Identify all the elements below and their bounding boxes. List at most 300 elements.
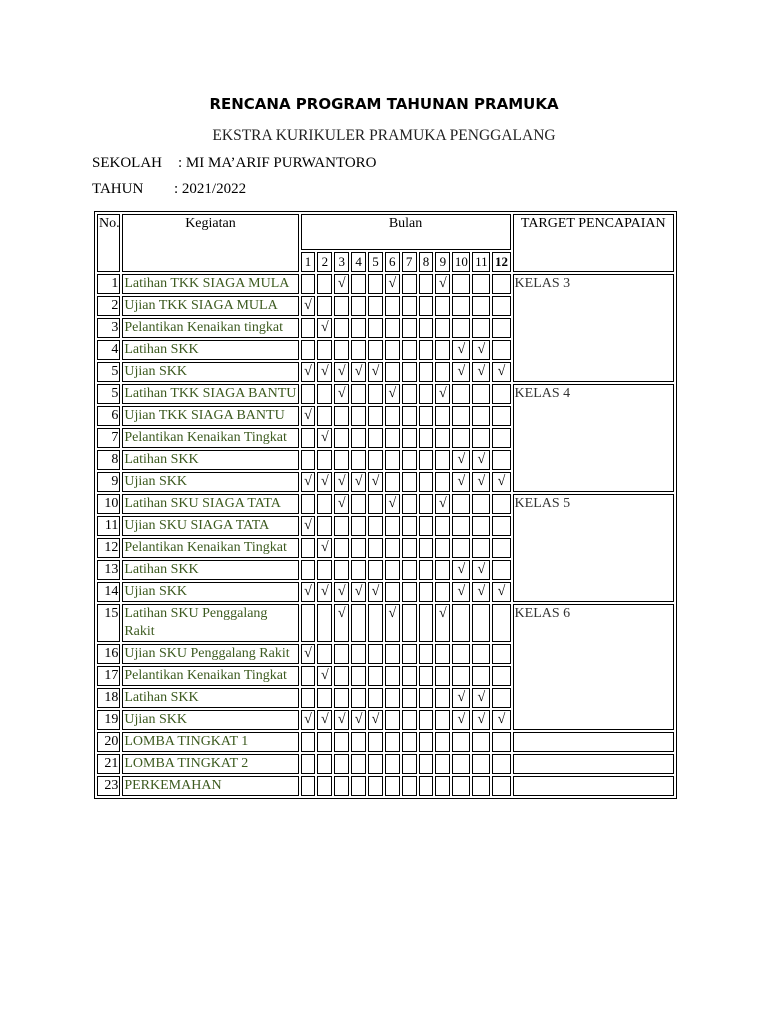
- month-cell-6: [385, 560, 400, 580]
- row-number: 15: [97, 604, 120, 642]
- month-cell-12: [492, 494, 510, 514]
- month-cell-11: [472, 666, 490, 686]
- activity-name: Ujian SKU SIAGA TATA: [122, 516, 298, 536]
- month-cell-8: [419, 666, 434, 686]
- month-cell-5: [368, 494, 383, 514]
- month-cell-8: [419, 710, 434, 730]
- month-cell-9: [435, 666, 450, 686]
- month-cell-7: [402, 688, 417, 708]
- month-cell-9: [435, 560, 450, 580]
- target-cell: KELAS 4: [513, 384, 674, 492]
- month-cell-9: [435, 754, 450, 774]
- row-number: 1: [97, 274, 120, 294]
- month-cell-6: [385, 732, 400, 752]
- month-cell-12: [492, 428, 510, 448]
- month-cell-5: √: [368, 472, 383, 492]
- month-cell-1: [301, 274, 316, 294]
- month-cell-10: √: [452, 450, 470, 470]
- row-number: 16: [97, 644, 120, 664]
- month-cell-11: √: [472, 710, 490, 730]
- month-cell-6: [385, 776, 400, 796]
- month-cell-5: [368, 666, 383, 686]
- month-header-10: 10: [452, 252, 470, 272]
- month-cell-10: [452, 538, 470, 558]
- target-cell: [513, 776, 674, 796]
- month-cell-2: [317, 560, 332, 580]
- month-cell-10: [452, 776, 470, 796]
- month-cell-8: [419, 582, 434, 602]
- month-cell-7: [402, 406, 417, 426]
- month-cell-4: [351, 318, 366, 338]
- table-row: [97, 494, 674, 514]
- month-cell-9: √: [435, 604, 450, 642]
- month-cell-9: [435, 710, 450, 730]
- month-cell-10: [452, 666, 470, 686]
- month-cell-4: √: [351, 582, 366, 602]
- month-cell-3: [334, 318, 349, 338]
- activity-name: LOMBA TINGKAT 2: [122, 754, 298, 774]
- month-cell-10: [452, 428, 470, 448]
- month-cell-11: [472, 754, 490, 774]
- month-cell-11: [472, 644, 490, 664]
- table-row: [97, 776, 674, 796]
- month-cell-4: [351, 406, 366, 426]
- month-cell-6: √: [385, 274, 400, 294]
- month-cell-2: [317, 340, 332, 360]
- month-cell-8: [419, 362, 434, 382]
- month-cell-8: [419, 450, 434, 470]
- month-cell-5: [368, 688, 383, 708]
- month-cell-5: [368, 560, 383, 580]
- month-cell-5: [368, 538, 383, 558]
- month-cell-10: [452, 296, 470, 316]
- month-cell-11: √: [472, 472, 490, 492]
- month-cell-8: [419, 318, 434, 338]
- header-no: No.: [97, 214, 120, 272]
- month-cell-8: [419, 732, 434, 752]
- month-cell-11: [472, 428, 490, 448]
- month-cell-1: [301, 688, 316, 708]
- month-cell-7: [402, 450, 417, 470]
- month-cell-2: [317, 406, 332, 426]
- month-header-5: 5: [368, 252, 383, 272]
- month-cell-7: [402, 516, 417, 536]
- activity-name: Pelantikan Kenaikan Tingkat: [122, 428, 298, 448]
- month-cell-11: √: [472, 560, 490, 580]
- month-cell-10: [452, 274, 470, 294]
- month-cell-7: [402, 560, 417, 580]
- month-cell-11: [472, 274, 490, 294]
- month-cell-8: [419, 428, 434, 448]
- activity-name: Latihan SKK: [122, 688, 298, 708]
- month-cell-9: [435, 296, 450, 316]
- activity-name: Ujian SKK: [122, 710, 298, 730]
- month-cell-7: [402, 538, 417, 558]
- month-cell-12: √: [492, 362, 510, 382]
- month-cell-7: [402, 340, 417, 360]
- month-cell-7: [402, 604, 417, 642]
- month-cell-11: [472, 604, 490, 642]
- month-cell-2: [317, 296, 332, 316]
- month-cell-7: [402, 296, 417, 316]
- month-cell-3: [334, 732, 349, 752]
- month-cell-7: [402, 274, 417, 294]
- month-cell-1: [301, 538, 316, 558]
- month-cell-6: [385, 710, 400, 730]
- header-target: TARGET PENCAPAIAN: [513, 214, 674, 272]
- school-label: SEKOLAH: [92, 155, 162, 171]
- month-cell-2: √: [317, 710, 332, 730]
- month-cell-6: [385, 406, 400, 426]
- month-cell-5: √: [368, 582, 383, 602]
- month-cell-11: [472, 384, 490, 404]
- month-cell-7: [402, 318, 417, 338]
- month-cell-8: [419, 516, 434, 536]
- activity-name: Latihan SKK: [122, 340, 298, 360]
- month-header-7: 7: [402, 252, 417, 272]
- month-cell-6: [385, 582, 400, 602]
- month-cell-10: √: [452, 560, 470, 580]
- row-number: 5: [97, 384, 120, 404]
- activity-name: Latihan SKU SIAGA TATA: [122, 494, 298, 514]
- month-cell-9: [435, 318, 450, 338]
- month-cell-12: [492, 732, 510, 752]
- month-cell-4: [351, 604, 366, 642]
- month-cell-8: [419, 560, 434, 580]
- month-cell-12: [492, 516, 510, 536]
- month-cell-2: [317, 732, 332, 752]
- row-number: 19: [97, 710, 120, 730]
- month-cell-6: [385, 516, 400, 536]
- month-cell-3: √: [334, 494, 349, 514]
- activity-name: Latihan SKU Penggalang Rakit: [122, 604, 298, 642]
- month-cell-4: [351, 560, 366, 580]
- month-cell-6: √: [385, 384, 400, 404]
- page-title: RENCANA PROGRAM TAHUNAN PRAMUKA: [209, 95, 559, 113]
- month-cell-4: [351, 450, 366, 470]
- month-header-12: 12: [492, 252, 510, 272]
- month-cell-4: [351, 384, 366, 404]
- month-cell-2: [317, 274, 332, 294]
- month-header-4: 4: [351, 252, 366, 272]
- activity-name: Ujian SKU Penggalang Rakit: [122, 644, 298, 664]
- month-cell-12: [492, 384, 510, 404]
- month-header-3: 3: [334, 252, 349, 272]
- month-cell-12: [492, 296, 510, 316]
- activity-name: Ujian TKK SIAGA BANTU: [122, 406, 298, 426]
- row-number: 10: [97, 494, 120, 514]
- month-cell-8: [419, 384, 434, 404]
- month-cell-11: [472, 776, 490, 796]
- month-cell-5: [368, 604, 383, 642]
- month-cell-1: √: [301, 472, 316, 492]
- month-cell-4: [351, 754, 366, 774]
- activity-name: Pelantikan Kenaikan Tingkat: [122, 538, 298, 558]
- activity-name: Latihan SKK: [122, 450, 298, 470]
- month-cell-5: [368, 296, 383, 316]
- row-number: 18: [97, 688, 120, 708]
- month-cell-2: √: [317, 666, 332, 686]
- month-cell-6: [385, 472, 400, 492]
- month-cell-9: [435, 450, 450, 470]
- month-cell-8: [419, 776, 434, 796]
- month-cell-1: [301, 754, 316, 774]
- month-cell-12: [492, 274, 510, 294]
- month-cell-11: [472, 732, 490, 752]
- row-number: 12: [97, 538, 120, 558]
- month-cell-12: √: [492, 582, 510, 602]
- month-cell-6: √: [385, 604, 400, 642]
- month-cell-8: [419, 296, 434, 316]
- month-cell-4: [351, 494, 366, 514]
- month-cell-10: √: [452, 340, 470, 360]
- month-cell-2: √: [317, 362, 332, 382]
- month-cell-9: [435, 538, 450, 558]
- month-cell-4: [351, 428, 366, 448]
- month-cell-5: [368, 732, 383, 752]
- month-cell-8: [419, 274, 434, 294]
- month-cell-4: [351, 274, 366, 294]
- month-cell-10: [452, 406, 470, 426]
- month-cell-2: [317, 644, 332, 664]
- month-cell-10: √: [452, 710, 470, 730]
- month-cell-9: √: [435, 274, 450, 294]
- month-cell-9: [435, 472, 450, 492]
- month-cell-11: √: [472, 340, 490, 360]
- month-cell-11: √: [472, 688, 490, 708]
- month-cell-11: [472, 538, 490, 558]
- month-cell-1: [301, 732, 316, 752]
- month-cell-7: [402, 494, 417, 514]
- month-cell-3: [334, 516, 349, 536]
- month-cell-12: [492, 666, 510, 686]
- activity-name: Ujian SKK: [122, 362, 298, 382]
- month-cell-5: [368, 406, 383, 426]
- month-cell-3: [334, 296, 349, 316]
- month-cell-11: √: [472, 362, 490, 382]
- month-cell-10: [452, 494, 470, 514]
- row-number: 17: [97, 666, 120, 686]
- row-number: 13: [97, 560, 120, 580]
- row-number: 2: [97, 296, 120, 316]
- month-cell-8: [419, 406, 434, 426]
- month-cell-6: [385, 538, 400, 558]
- month-cell-1: [301, 340, 316, 360]
- month-cell-7: [402, 428, 417, 448]
- month-cell-9: √: [435, 384, 450, 404]
- month-cell-11: [472, 516, 490, 536]
- month-cell-2: [317, 604, 332, 642]
- month-cell-3: √: [334, 274, 349, 294]
- month-cell-7: [402, 666, 417, 686]
- month-cell-12: [492, 754, 510, 774]
- month-cell-8: [419, 340, 434, 360]
- month-cell-1: √: [301, 362, 316, 382]
- month-cell-6: [385, 644, 400, 664]
- month-cell-9: [435, 428, 450, 448]
- month-cell-11: [472, 296, 490, 316]
- month-cell-4: [351, 732, 366, 752]
- month-cell-1: [301, 604, 316, 642]
- month-cell-12: [492, 644, 510, 664]
- month-cell-7: [402, 776, 417, 796]
- target-cell: [513, 732, 674, 752]
- month-cell-5: [368, 428, 383, 448]
- month-cell-9: [435, 340, 450, 360]
- month-cell-1: √: [301, 644, 316, 664]
- month-cell-1: [301, 776, 316, 796]
- month-cell-4: [351, 296, 366, 316]
- month-cell-3: √: [334, 582, 349, 602]
- activity-name: Latihan TKK SIAGA BANTU: [122, 384, 298, 404]
- month-cell-4: √: [351, 362, 366, 382]
- header-bulan: Bulan: [301, 214, 511, 250]
- month-cell-1: √: [301, 582, 316, 602]
- month-cell-9: [435, 688, 450, 708]
- month-cell-3: √: [334, 472, 349, 492]
- month-cell-3: √: [334, 710, 349, 730]
- month-cell-9: [435, 582, 450, 602]
- month-cell-7: [402, 732, 417, 752]
- month-cell-5: [368, 384, 383, 404]
- target-cell: KELAS 3: [513, 274, 674, 382]
- month-cell-7: [402, 582, 417, 602]
- page-subtitle: EKSTRA KURIKULER PRAMUKA PENGGALANG: [212, 127, 556, 144]
- month-cell-6: √: [385, 494, 400, 514]
- month-cell-1: [301, 450, 316, 470]
- month-cell-11: √: [472, 450, 490, 470]
- month-cell-2: √: [317, 582, 332, 602]
- month-cell-10: [452, 644, 470, 664]
- month-cell-4: [351, 776, 366, 796]
- month-cell-11: [472, 494, 490, 514]
- month-cell-2: [317, 450, 332, 470]
- month-cell-9: [435, 644, 450, 664]
- activity-name: Pelantikan Kenaikan Tingkat: [122, 666, 298, 686]
- target-cell: KELAS 5: [513, 494, 674, 602]
- month-header-6: 6: [385, 252, 400, 272]
- row-number: 9: [97, 472, 120, 492]
- month-cell-3: [334, 644, 349, 664]
- month-cell-6: [385, 754, 400, 774]
- month-cell-3: [334, 560, 349, 580]
- row-number: 11: [97, 516, 120, 536]
- month-cell-3: [334, 776, 349, 796]
- target-cell: KELAS 6: [513, 604, 674, 730]
- month-cell-12: [492, 318, 510, 338]
- month-header-8: 8: [419, 252, 434, 272]
- month-cell-8: [419, 604, 434, 642]
- month-cell-6: [385, 362, 400, 382]
- month-cell-4: [351, 538, 366, 558]
- row-number: 14: [97, 582, 120, 602]
- month-cell-6: [385, 688, 400, 708]
- year-value: : 2021/2022: [174, 181, 247, 197]
- month-cell-4: [351, 516, 366, 536]
- row-number: 3: [97, 318, 120, 338]
- month-cell-6: [385, 340, 400, 360]
- school-value: : MI MA’ARIF PURWANTORO: [178, 155, 377, 171]
- month-cell-2: √: [317, 472, 332, 492]
- table-row: [97, 604, 674, 642]
- month-cell-10: [452, 732, 470, 752]
- month-cell-9: [435, 362, 450, 382]
- month-cell-4: √: [351, 710, 366, 730]
- month-cell-1: [301, 318, 316, 338]
- year-label: TAHUN: [92, 181, 144, 197]
- activity-name: Ujian SKK: [122, 582, 298, 602]
- month-cell-12: [492, 688, 510, 708]
- month-cell-10: [452, 384, 470, 404]
- month-cell-1: √: [301, 710, 316, 730]
- month-cell-4: [351, 340, 366, 360]
- month-cell-7: [402, 644, 417, 664]
- month-cell-1: [301, 560, 316, 580]
- month-cell-1: √: [301, 406, 316, 426]
- month-cell-1: [301, 494, 316, 514]
- activity-name: Latihan TKK SIAGA MULA: [122, 274, 298, 294]
- month-cell-12: [492, 560, 510, 580]
- month-cell-8: [419, 472, 434, 492]
- activity-name: PERKEMAHAN: [122, 776, 298, 796]
- month-cell-11: √: [472, 582, 490, 602]
- month-cell-7: [402, 362, 417, 382]
- month-cell-6: [385, 428, 400, 448]
- month-cell-10: [452, 318, 470, 338]
- month-cell-2: [317, 384, 332, 404]
- month-cell-10: √: [452, 582, 470, 602]
- month-cell-1: √: [301, 296, 316, 316]
- activity-name: Latihan SKK: [122, 560, 298, 580]
- month-cell-6: [385, 666, 400, 686]
- month-cell-10: √: [452, 362, 470, 382]
- month-cell-1: [301, 666, 316, 686]
- month-cell-10: [452, 516, 470, 536]
- month-cell-3: [334, 754, 349, 774]
- month-cell-5: [368, 318, 383, 338]
- month-cell-3: [334, 450, 349, 470]
- month-cell-5: √: [368, 362, 383, 382]
- month-cell-12: [492, 450, 510, 470]
- year-line: [92, 181, 246, 198]
- month-cell-2: [317, 494, 332, 514]
- month-cell-2: [317, 516, 332, 536]
- month-cell-3: [334, 688, 349, 708]
- program-table: [94, 211, 677, 799]
- month-cell-10: √: [452, 472, 470, 492]
- month-cell-3: √: [334, 384, 349, 404]
- month-cell-8: [419, 494, 434, 514]
- month-cell-12: [492, 538, 510, 558]
- month-cell-1: [301, 384, 316, 404]
- month-cell-7: [402, 754, 417, 774]
- month-cell-12: [492, 776, 510, 796]
- month-cell-7: [402, 710, 417, 730]
- month-cell-9: [435, 732, 450, 752]
- month-cell-7: [402, 472, 417, 492]
- row-number: 6: [97, 406, 120, 426]
- month-cell-6: [385, 318, 400, 338]
- row-number: 4: [97, 340, 120, 360]
- target-cell: [513, 754, 674, 774]
- table-row: [97, 274, 674, 294]
- month-cell-5: [368, 274, 383, 294]
- month-cell-9: √: [435, 494, 450, 514]
- month-cell-9: [435, 776, 450, 796]
- month-header-9: 9: [435, 252, 450, 272]
- month-cell-5: [368, 754, 383, 774]
- month-cell-3: [334, 406, 349, 426]
